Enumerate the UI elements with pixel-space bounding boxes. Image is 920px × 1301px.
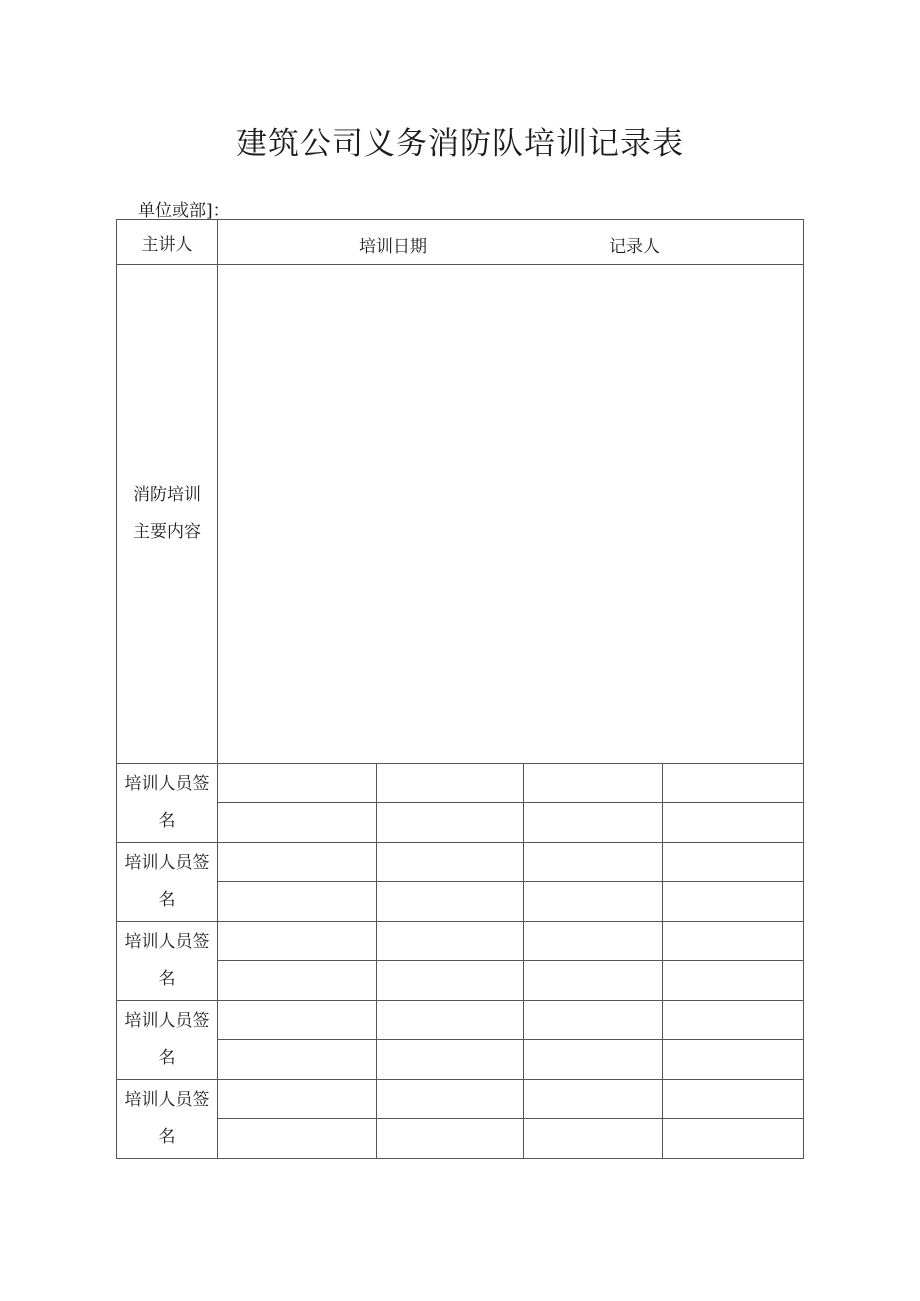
signature-cell[interactable] [524,764,663,803]
signature-label-line1: 培训人员签 [124,1090,210,1110]
signature-label-line2: 名 [158,969,176,989]
signature-cell[interactable] [377,922,524,961]
signature-row [117,1080,804,1119]
signature-cell[interactable] [218,803,377,843]
signature-label-line2: 名 [158,890,176,910]
signature-cell[interactable] [663,1119,804,1159]
header-row [117,220,804,265]
signature-cell[interactable] [218,764,377,803]
signature-cell[interactable] [218,1040,377,1080]
signature-cell[interactable] [218,1119,377,1159]
signature-cell[interactable] [377,764,524,803]
signature-cell[interactable] [218,843,377,882]
signature-row [117,843,804,882]
signature-row [117,961,804,1001]
signature-cell[interactable] [663,1080,804,1119]
signature-label-line1: 培训人员签 [124,932,210,952]
recorder-label: 记录人 [609,237,660,257]
signature-label-line2: 名 [158,811,176,831]
signature-cell[interactable] [377,803,524,843]
signature-row [117,882,804,922]
signature-cell[interactable] [524,1119,663,1159]
signature-label-cell [117,922,218,1001]
content-label-cell [117,265,218,764]
signature-cell[interactable] [663,1001,804,1040]
signature-cell[interactable] [663,803,804,843]
signature-cell[interactable] [663,922,804,961]
signature-cell[interactable] [524,803,663,843]
signature-row [117,922,804,961]
content-label-line2: 主要内容 [133,522,201,542]
signature-cell[interactable] [663,764,804,803]
signature-row [117,1001,804,1040]
form-title: 建筑公司义务消防队培训记录表 [236,126,684,162]
signature-cell[interactable] [663,1040,804,1080]
training-date-label: 培训日期 [359,237,427,257]
signature-cell[interactable] [524,843,663,882]
signature-cell[interactable] [663,882,804,922]
signature-cell[interactable] [377,1080,524,1119]
signature-cell[interactable] [377,1119,524,1159]
signature-cell[interactable] [377,843,524,882]
signature-label-line1: 培训人员签 [124,1011,210,1031]
signature-cell[interactable] [218,1080,377,1119]
signature-cell[interactable] [524,882,663,922]
signature-cell[interactable] [218,922,377,961]
signature-row [117,1119,804,1159]
content-input-area[interactable] [218,265,804,764]
record-table [116,219,804,1159]
signature-cell[interactable] [524,1040,663,1080]
signature-label-cell [117,843,218,922]
signature-cell[interactable] [524,1001,663,1040]
content-label-line1: 消防培训 [133,485,201,505]
signature-label-line1: 培训人员签 [124,774,210,794]
signature-label-cell [117,1001,218,1080]
signature-cell[interactable] [663,961,804,1001]
header-fields-cell [218,220,804,265]
signature-row [117,1040,804,1080]
unit-label: 单位或部]： [138,201,230,221]
signature-cell[interactable] [218,882,377,922]
training-record-form [116,219,803,1158]
signature-cell[interactable] [377,882,524,922]
signature-label-line2: 名 [158,1048,176,1068]
signature-label-cell [117,764,218,843]
signature-cell[interactable] [377,1040,524,1080]
signature-label-cell [117,1080,218,1159]
signature-row [117,764,804,803]
signature-cell[interactable] [663,843,804,882]
signature-cell[interactable] [377,1001,524,1040]
speaker-label: 主讲人 [117,220,218,265]
signature-cell[interactable] [377,961,524,1001]
content-row [117,265,804,764]
signature-cell[interactable] [524,961,663,1001]
signature-cell[interactable] [218,1001,377,1040]
signature-label-line1: 培训人员签 [124,853,210,873]
signature-cell[interactable] [524,1080,663,1119]
signature-row [117,803,804,843]
signature-cell[interactable] [218,961,377,1001]
signature-label-line2: 名 [158,1127,176,1147]
signature-cell[interactable] [524,922,663,961]
